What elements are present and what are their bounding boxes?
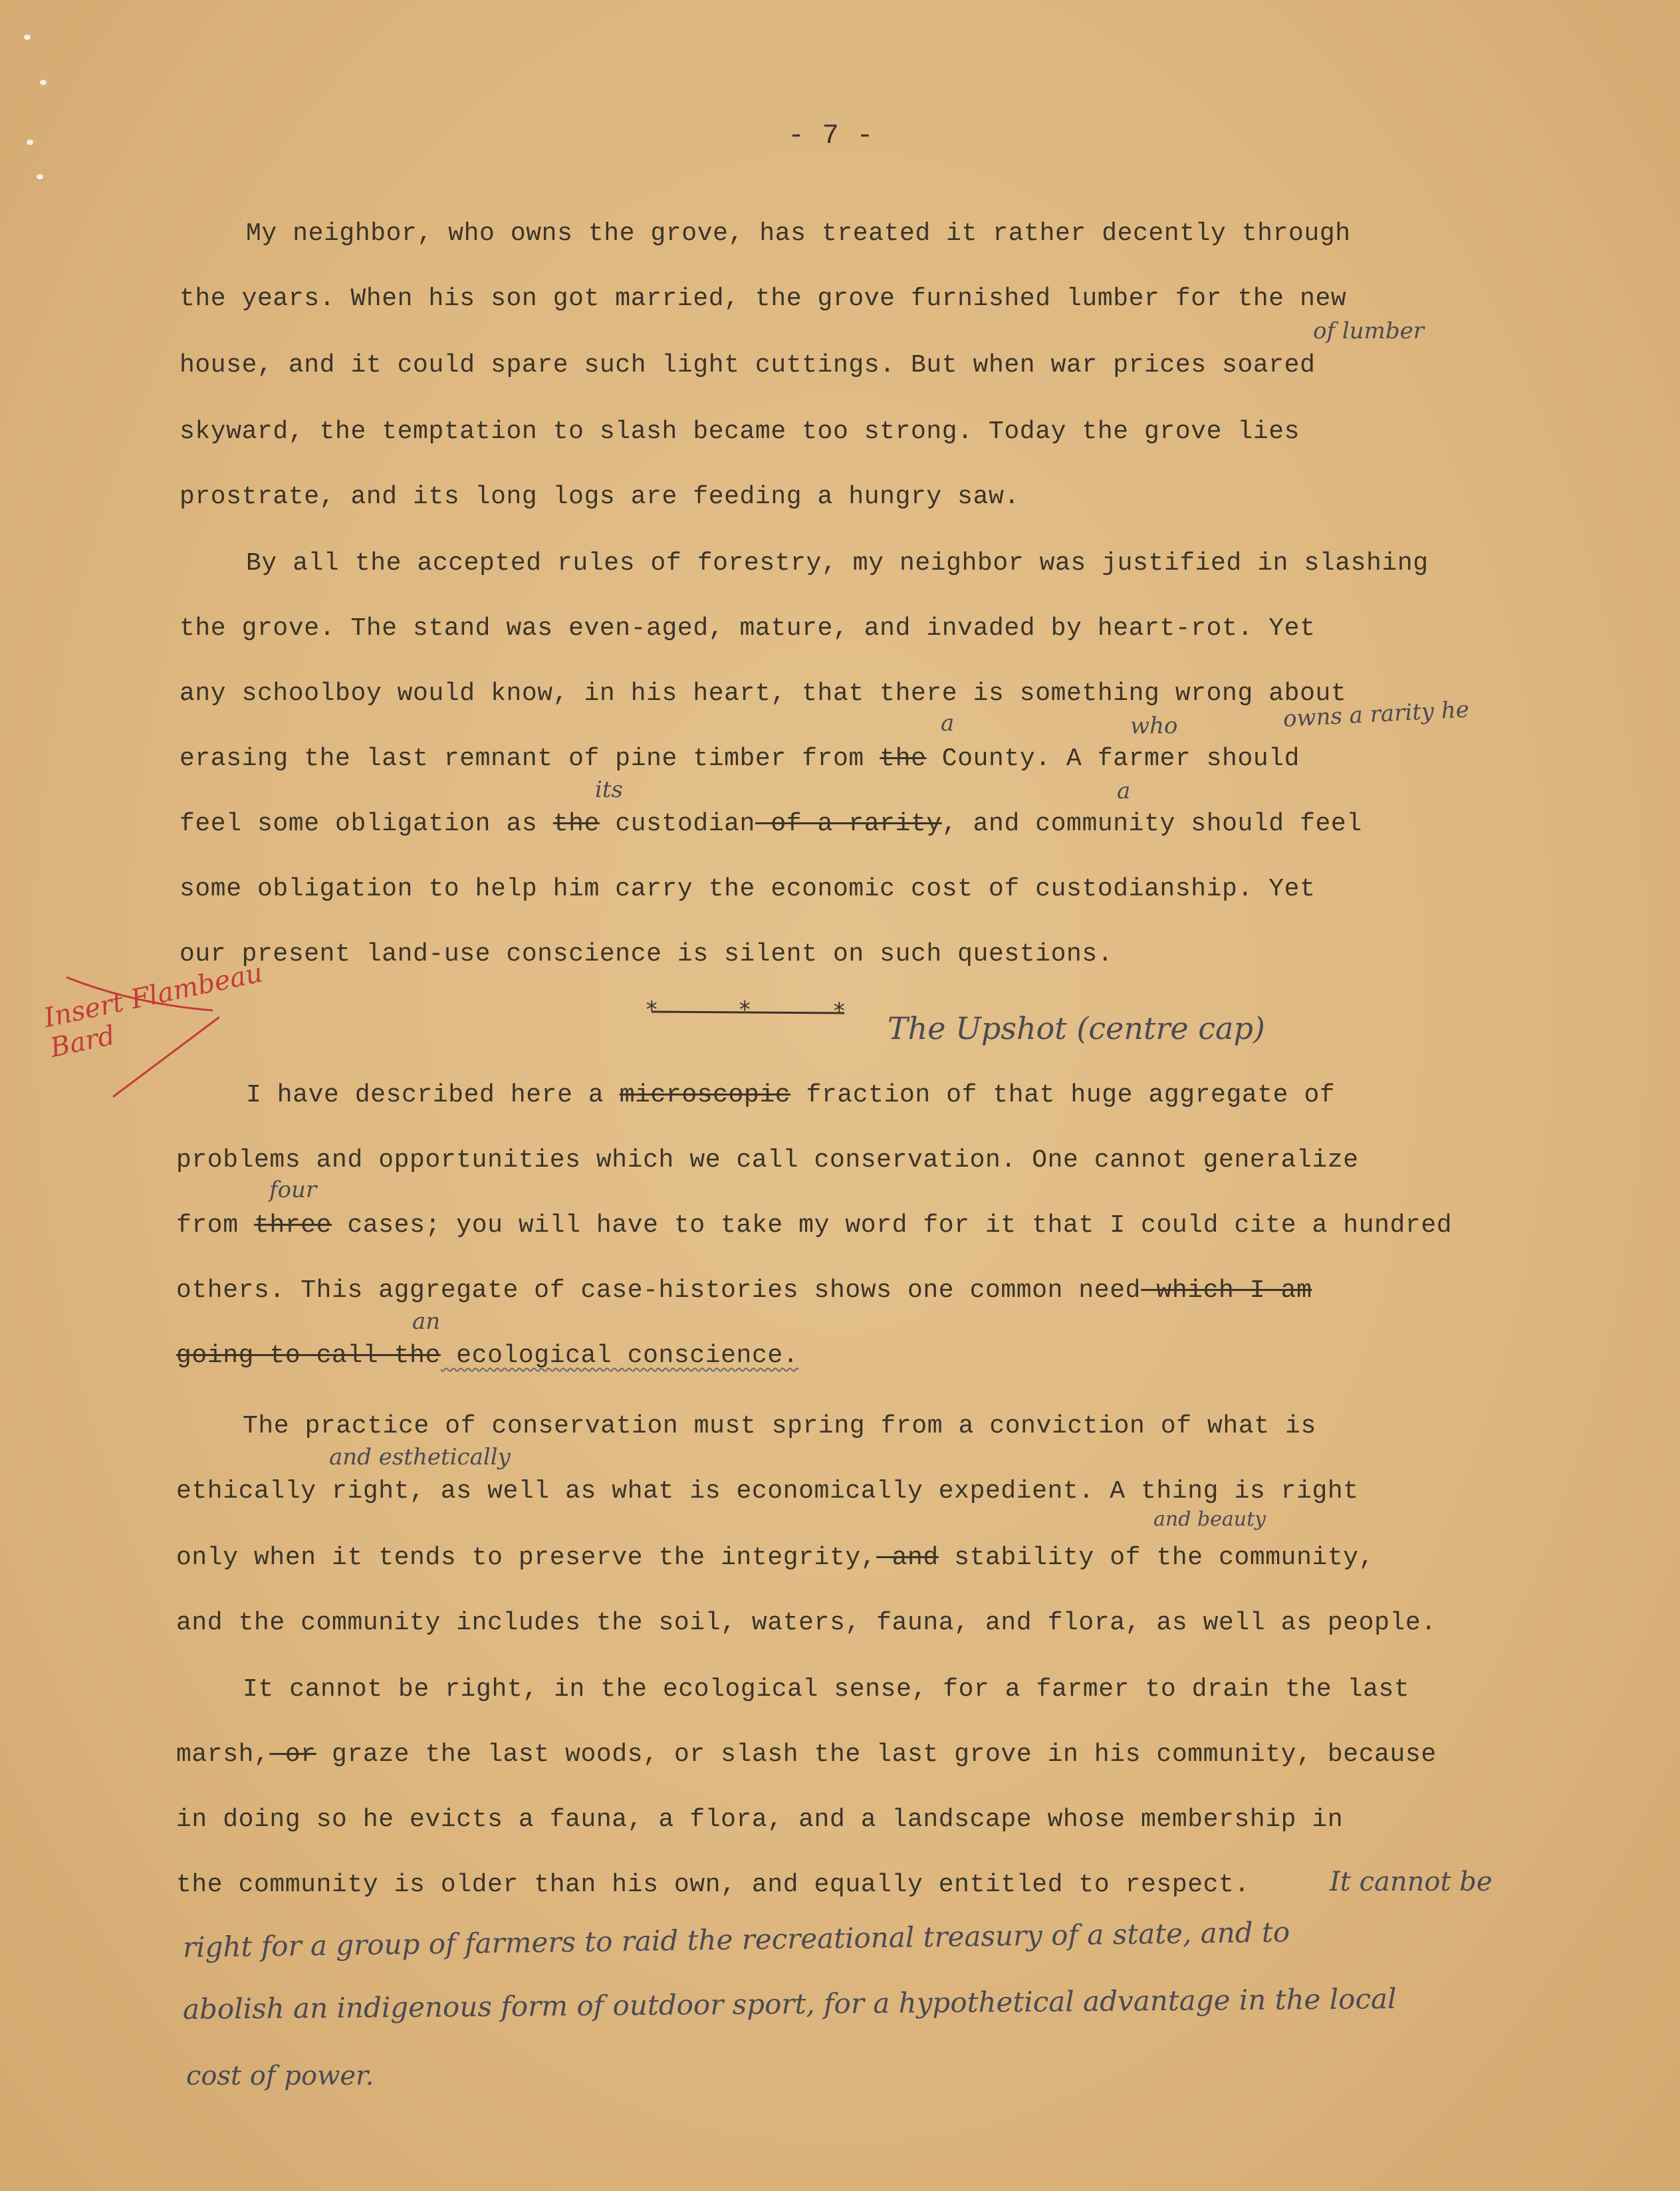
p2-line-4 (180, 745, 1300, 773)
hand-insert-3: abolish an indigenous form of outdoor sport, for a hypothetical advantage in the local (182, 1982, 1397, 2025)
p5-line: in doing so he evicts a fauna, a flora, and a landscape whose membership in (176, 1805, 1344, 1834)
p3-line-1 (246, 1081, 1335, 1109)
paper-hole (40, 80, 47, 85)
text-segment: , and community should feel (941, 810, 1362, 838)
p1-line: prostrate, and its long logs are feeding a hungry saw. (180, 483, 1020, 511)
p2-line: By all the accepted rules of forestry, my neighbor was justified in slashing (246, 549, 1429, 578)
struck-text: and (876, 1544, 939, 1572)
p3-line-3 (176, 1211, 1452, 1240)
text-segment: County. A farmer should (926, 745, 1300, 773)
text-segment: I have described here a (246, 1081, 620, 1109)
text-segment: from (176, 1211, 255, 1240)
p4-line-3 (176, 1544, 1374, 1572)
page-number: - 7 - (788, 120, 874, 152)
text-segment: stability of the community, (938, 1544, 1375, 1572)
svg-text:*: * (645, 997, 659, 1023)
p2-line: some obligation to help him carry the economic cost of custodianship. Yet (180, 875, 1316, 903)
insert-a: a (941, 710, 955, 737)
text-segment: erasing the last remnant of pine timber from (180, 745, 880, 773)
paper-hole (24, 35, 31, 40)
p1-line: skyward, the temptation to slash became too strong. Today the grove lies (180, 417, 1300, 446)
struck-text: of a rarity (755, 810, 942, 838)
struck-text: three (254, 1211, 332, 1240)
p3-line: problems and opportunities which we call conservation. One cannot generalize (176, 1146, 1359, 1175)
p4-line: The practice of conservation must spring from a conviction of what is (243, 1412, 1316, 1441)
text-segment: feel some obligation as (180, 810, 553, 838)
insert-of-lumber: of lumber (1313, 318, 1425, 344)
insert-a2: a (1117, 778, 1131, 804)
p1-line: My neighbor, who owns the grove, has treated it rather decently through (246, 219, 1351, 248)
p1-line: house, and it could spare such light cuttings. But when war prices soared (180, 351, 1316, 380)
insert-aesthetically: and esthetically (329, 1444, 511, 1470)
p2-line: our present land-use conscience is silent on such questions. (180, 940, 1114, 969)
text-segment: cases; you will have to take my word for it that I could cite a hundred (332, 1211, 1453, 1240)
p3-line-4 (176, 1276, 1312, 1305)
p2-line: any schoolboy would know, in his heart, that there is something wrong about (180, 679, 1347, 708)
text-segment: others. This aggregate of case-histories shows one common need (176, 1276, 1141, 1305)
insert-four: four (269, 1177, 317, 1203)
p5-line: the community is older than his own, and equally entitled to respect. (176, 1871, 1250, 1899)
section-divider (645, 997, 858, 1024)
text-segment: fraction of that huge aggregate of (790, 1081, 1336, 1109)
margin-note: Insert Flambeau Bard (41, 957, 266, 1064)
hand-insert-4: cost of power. (186, 2061, 374, 2091)
insert-owns-rarity: owns a rarity he (1282, 696, 1470, 733)
struck-text: which I am (1141, 1276, 1312, 1305)
p1-line: the years. When his son got married, the grove furnished lumber for the new (180, 285, 1347, 313)
underlined-text: ecological conscience. (440, 1341, 799, 1370)
text-segment: custodian (599, 810, 755, 838)
text-segment: marsh, (176, 1740, 270, 1769)
p4-line: and the community includes the soil, waters, fauna, and flora, as well as people. (176, 1609, 1437, 1637)
text-segment: only when it tends to preserve the integrity, (176, 1544, 877, 1572)
svg-text:*: * (738, 997, 752, 1023)
insert-who: who (1130, 713, 1178, 739)
hand-insert-1: It cannot be (1330, 1867, 1493, 1897)
struck-text: the (552, 810, 600, 838)
paper-hole (37, 174, 43, 179)
insert-an: an (412, 1308, 441, 1335)
insert-beauty: and beauty (1153, 1508, 1266, 1531)
p2-line-5 (180, 810, 1362, 838)
struck-text: going to call the (176, 1341, 441, 1370)
svg-text:*: * (832, 998, 846, 1024)
text-segment: graze the last woods, or slash the last grove in his community, because (316, 1740, 1437, 1769)
p3-line-5 (176, 1341, 798, 1370)
p5-line-2 (176, 1740, 1437, 1769)
struck-text: microscopic (619, 1081, 791, 1109)
hand-insert-2: right for a group of farmers to raid the recreational treasury of a state, and to (182, 1915, 1290, 1964)
handwritten-heading: The Upshot (centre cap) (888, 1010, 1265, 1046)
paper-hole (27, 140, 33, 145)
p4-line: ethically right, as well as what is economically expedient. A thing is right (176, 1477, 1359, 1506)
p2-line: the grove. The stand was even-aged, mature, and invaded by heart-rot. Yet (180, 614, 1316, 643)
insert-its: its (595, 776, 623, 803)
struck-text: the (880, 745, 927, 773)
p5-line: It cannot be right, in the ecological sense, for a farmer to drain the last (243, 1675, 1410, 1704)
struck-text: or (269, 1740, 316, 1769)
